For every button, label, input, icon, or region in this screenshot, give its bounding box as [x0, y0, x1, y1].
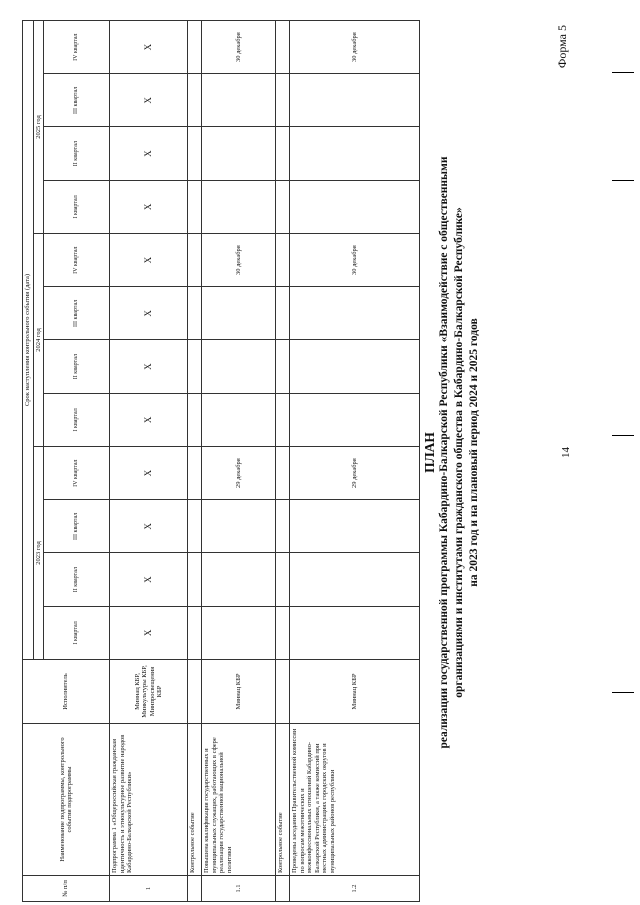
- cell-mark: X: [110, 447, 188, 500]
- cell-empty: [188, 127, 202, 180]
- cell-empty: [188, 180, 202, 233]
- cell-empty: [276, 180, 290, 233]
- row-executor: Миннац КБР: [202, 660, 276, 724]
- cell-empty: [188, 340, 202, 393]
- header-year-2025: 2025 год: [33, 21, 44, 234]
- cell-date: 30 декабря: [290, 21, 420, 74]
- cell-empty: [188, 606, 202, 659]
- header-quarter: I квартал: [44, 393, 110, 446]
- cell-date: [202, 74, 276, 127]
- cell-date: 29 декабря: [290, 447, 420, 500]
- cell-date: [202, 606, 276, 659]
- cell-mark: X: [110, 553, 188, 606]
- cell-date: [202, 287, 276, 340]
- row-name: Контрольное событие: [276, 724, 290, 876]
- cell-empty: [276, 127, 290, 180]
- scan-edge-mark: [612, 692, 634, 693]
- header-year-2023: 2023 год: [33, 447, 44, 660]
- row-executor: Миннац КБР, Минкультуры КБР, Минпросвещения КБР: [110, 660, 188, 724]
- header-deadline: Срок наступления контрольного события (дата): [23, 21, 34, 660]
- header-num: № п/п: [23, 876, 110, 902]
- cell-date: [290, 180, 420, 233]
- cell-empty: [188, 500, 202, 553]
- table-row: [276, 21, 290, 902]
- header-executor: Исполнитель: [23, 660, 110, 724]
- row-num: [276, 876, 290, 902]
- header-quarter: III квартал: [44, 287, 110, 340]
- cell-date: [202, 500, 276, 553]
- cell-date: [202, 180, 276, 233]
- cell-date: [290, 553, 420, 606]
- title-line-3: организациями и институтами гражданского общества в Кабардино-Балкарской Республике»: [453, 207, 465, 698]
- cell-date: [290, 500, 420, 553]
- cell-empty: [276, 606, 290, 659]
- cell-date: [290, 340, 420, 393]
- cell-date: [202, 127, 276, 180]
- header-quarter: I квартал: [44, 180, 110, 233]
- cell-date: 30 декабря: [202, 21, 276, 74]
- header-quarter: III квартал: [44, 500, 110, 553]
- cell-mark: X: [110, 180, 188, 233]
- cell-mark: X: [110, 74, 188, 127]
- header-quarter: II квартал: [44, 340, 110, 393]
- row-name: Подпрограмма 1 «Общероссийская гражданская идентичность и этнокультурное развитие народов Кабардино-Балкарской Республики»: [110, 724, 188, 876]
- cell-empty: [276, 553, 290, 606]
- header-quarter: II квартал: [44, 553, 110, 606]
- cell-date: 30 декабря: [202, 234, 276, 287]
- cell-empty: [276, 340, 290, 393]
- row-executor: Миннац КБР: [290, 660, 420, 724]
- cell-date: [202, 393, 276, 446]
- cell-mark: X: [110, 21, 188, 74]
- header-name: Наименование подпрограммы, контрольного события подпрограммы: [23, 724, 110, 876]
- cell-empty: [276, 447, 290, 500]
- cell-date: [290, 606, 420, 659]
- row-num: 1.1: [202, 876, 276, 902]
- cell-date: [202, 553, 276, 606]
- header-quarter: I квартал: [44, 606, 110, 659]
- header-quarter: IV квартал: [44, 21, 110, 74]
- cell-empty: [188, 447, 202, 500]
- row-num: [188, 876, 202, 902]
- cell-empty: [188, 287, 202, 340]
- cell-empty: [188, 234, 202, 287]
- cell-empty: [276, 21, 290, 74]
- scan-edge-mark: [612, 180, 634, 181]
- cell-date: 29 декабря: [202, 447, 276, 500]
- row-executor: [276, 660, 290, 724]
- form-label: Форма 5: [555, 25, 569, 69]
- table-row: [290, 21, 420, 902]
- cell-empty: [276, 287, 290, 340]
- cell-mark: X: [110, 287, 188, 340]
- title-line-2: реализации государственной программы Кабардино-Балкарской Республики «Взаимодействие с общественными: [438, 156, 450, 749]
- page-number: 14: [560, 447, 572, 458]
- cell-empty: [276, 74, 290, 127]
- header-quarter: III квартал: [44, 74, 110, 127]
- title-line-4: на 2023 год и на плановый период 2024 и 2025 годов: [468, 318, 480, 587]
- cell-date: [290, 74, 420, 127]
- scan-edge-mark: [612, 435, 634, 436]
- table-row: [110, 21, 188, 902]
- cell-empty: [276, 500, 290, 553]
- cell-empty: [188, 74, 202, 127]
- cell-date: [290, 287, 420, 340]
- header-quarter: IV квартал: [44, 234, 110, 287]
- cell-mark: X: [110, 340, 188, 393]
- cell-empty: [276, 234, 290, 287]
- row-num: 1: [110, 876, 188, 902]
- document-title: [422, 80, 482, 825]
- cell-empty: [276, 393, 290, 446]
- cell-empty: [188, 393, 202, 446]
- row-num: 1.2: [290, 876, 420, 902]
- plan-table: [22, 20, 420, 902]
- cell-mark: X: [110, 127, 188, 180]
- cell-empty: [188, 553, 202, 606]
- scan-edge-mark: [612, 72, 634, 73]
- cell-mark: X: [110, 606, 188, 659]
- cell-mark: X: [110, 393, 188, 446]
- cell-date: 30 декабря: [290, 234, 420, 287]
- row-name: Проведены заседания Правительственной комиссии по вопросам межэтнических и межконфессиональных отношений Кабардино-Балкарской Республики, а также комиссий при местных администрациях городских округов и муниципальных районов республики: [290, 724, 420, 876]
- header-quarter: IV квартал: [44, 447, 110, 500]
- row-executor: [188, 660, 202, 724]
- row-name: Контрольное событие: [188, 724, 202, 876]
- cell-date: [290, 127, 420, 180]
- cell-date: [290, 393, 420, 446]
- cell-date: [202, 340, 276, 393]
- title-line-1: ПЛАН: [422, 432, 437, 473]
- table-row: [202, 21, 276, 902]
- cell-mark: X: [110, 234, 188, 287]
- table-body: [110, 21, 420, 902]
- row-name: Повышена квалификация государственных и муниципальных служащих, работающих в сфере реализации государственной национальной политики: [202, 724, 276, 876]
- header-year-2024: 2024 год: [33, 234, 44, 447]
- cell-empty: [188, 21, 202, 74]
- table-row: [188, 21, 202, 902]
- cell-mark: X: [110, 500, 188, 553]
- table-header: [23, 21, 110, 902]
- header-quarter: II квартал: [44, 127, 110, 180]
